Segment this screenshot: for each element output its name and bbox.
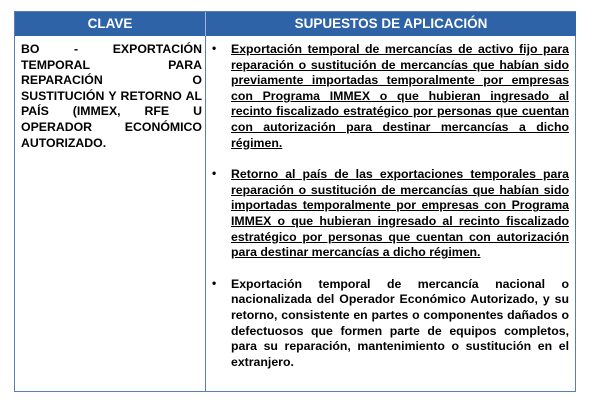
header-clave: CLAVE: [15, 12, 205, 36]
supuesto-text-1: Exportación temporal de mercancías de activo fijo para reparación o sustitución de mercancías que habían sido previamente importadas temporalmente por empresas con Programa IMMEX o que hubieran ingresado al recinto fiscalizado estratégico por personas que cuentan con autorización para destinar mercancías a dicho régimen.: [231, 42, 569, 150]
bullet-icon: •: [212, 166, 217, 181]
bullet-icon: •: [212, 275, 217, 290]
supuesto-item-3: [211, 277, 569, 371]
bullet-icon: •: [212, 41, 217, 55]
clave-cell: BO - EXPORTACIÓN TEMPORAL PARA REPARACIÓN O SUSTITUCIÓN Y RETORNO AL PAÍS (IMMEX, RFE U OPERADOR ECONÓMICO AUTORIZADO.: [21, 42, 202, 150]
header-supuestos: SUPUESTOS DE APLICACIÓN: [205, 12, 576, 36]
supuesto-text-2: Retorno al país de las exportaciones temporales para reparación o sustitución de mercancías que habían sido importadas temporalmente por empresas con Programa IMMEX o que hubieran ingresado al recinto fiscalizado estratégico por personas que cuentan con autorización para destinar mercancías a dicho régimen.: [231, 167, 569, 260]
supuestos-cell: [211, 42, 569, 370]
supuesto-text-3: Exportación temporal de mercancía nacional o nacionalizada del Operador Económico Autorizado, y su retorno, consistente en partes o componentes dañados o defectuosos que formen parte de equipos completos, para su reparación, mantenimiento o sustitución en el extranjero.: [231, 276, 569, 369]
supuesto-item-2: [211, 167, 569, 261]
supuesto-item-1: [211, 42, 569, 151]
column-divider: [205, 36, 206, 392]
supuestos-table: [14, 11, 576, 392]
